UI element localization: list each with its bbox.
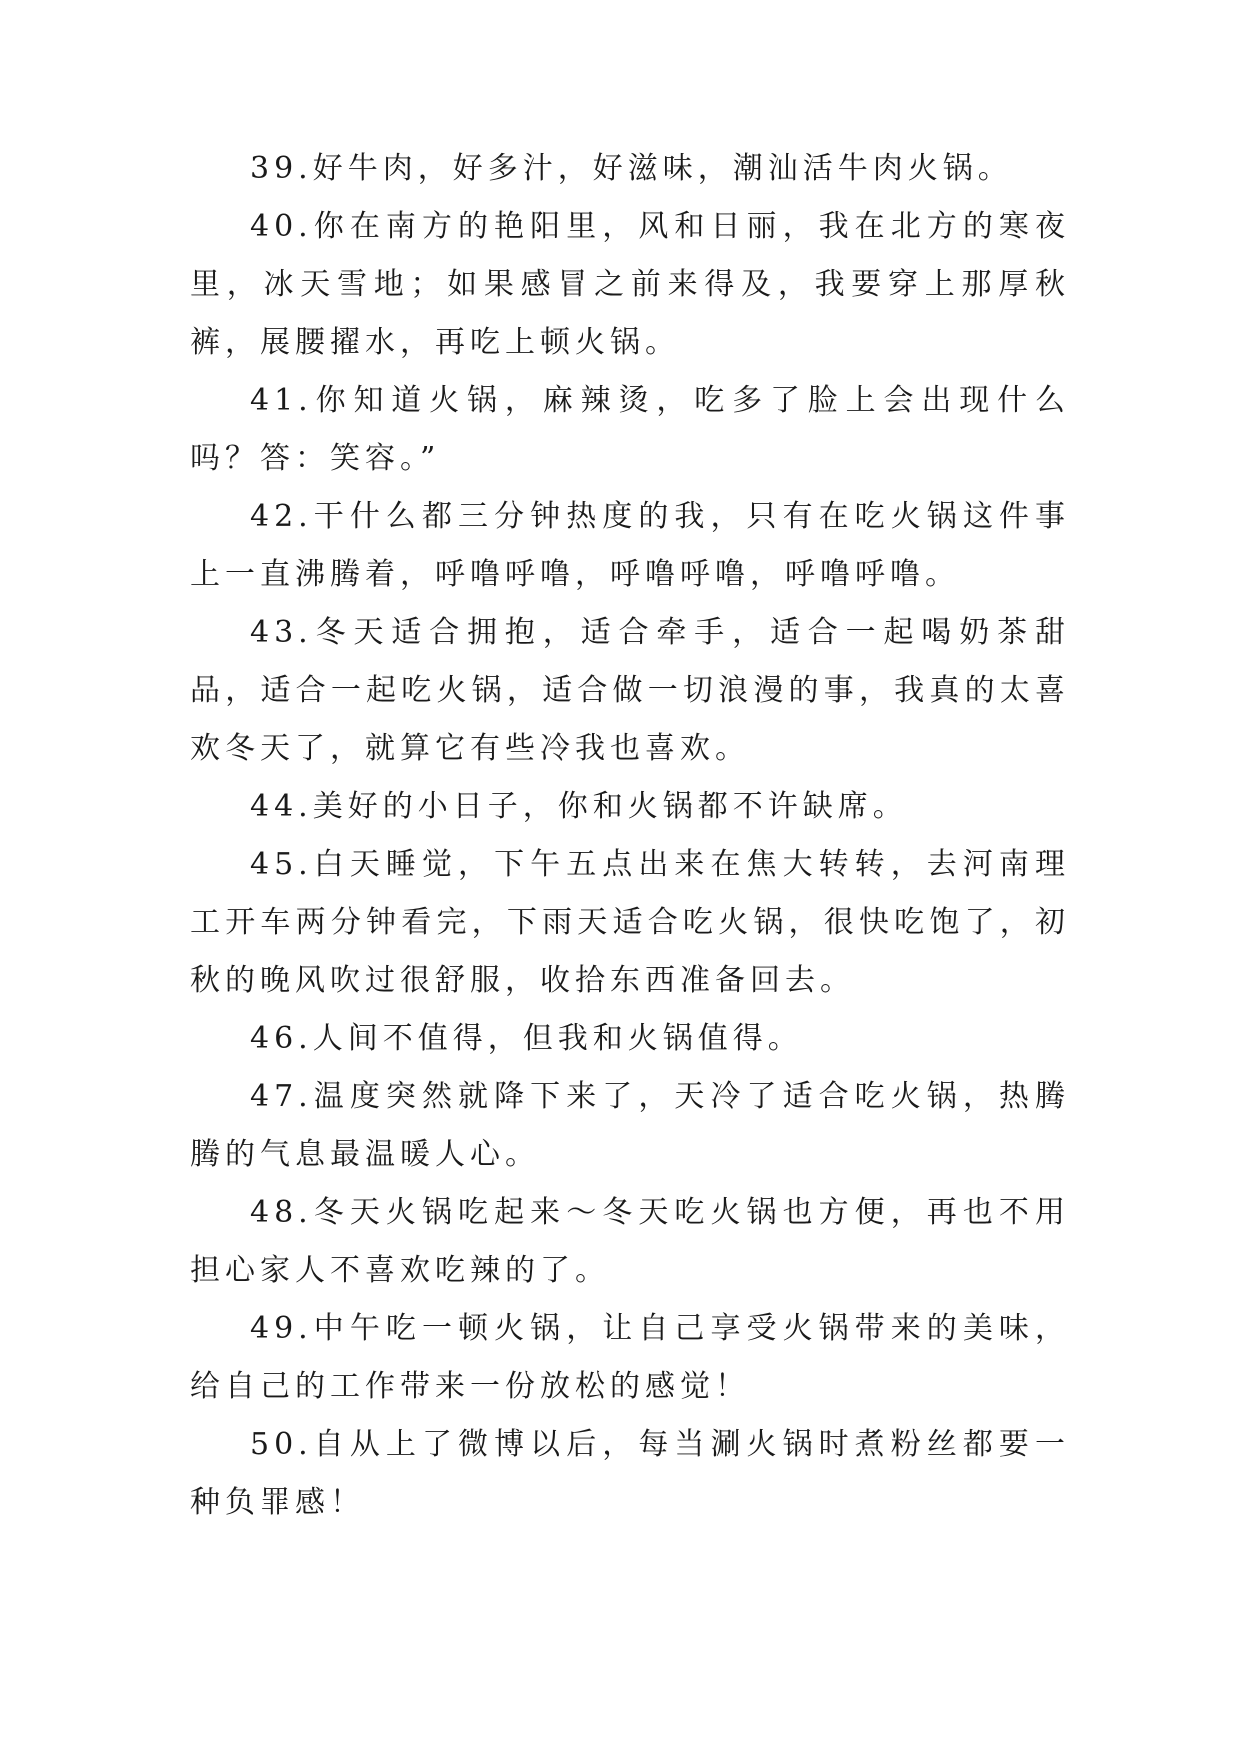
paragraph-42: 42.干什么都三分钟热度的我，只有在吃火锅这件事上一直沸腾着，呼噜呼噜，呼噜呼噜，呼噜呼噜。 bbox=[190, 499, 1070, 592]
paragraph-44: 44.美好的小日子，你和火锅都不许缺席。 bbox=[250, 789, 908, 824]
paragraph-43: 43.冬天适合拥抱，适合牵手，适合一起喝奶茶甜品，适合一起吃火锅，适合做一切浪漫的事，我真的太喜欢冬天了，就算它有些冷我也喜欢。 bbox=[190, 615, 1070, 766]
document-page bbox=[190, 140, 1070, 1532]
paragraph-46: 46.人间不值得，但我和火锅值得。 bbox=[250, 1021, 803, 1056]
paragraph-49: 49.中午吃一顿火锅，让自己享受火锅带来的美味，给自己的工作带来一份放松的感觉！ bbox=[190, 1311, 1070, 1404]
paragraph-39: 39.好牛肉，好多汁，好滋味，潮汕活牛肉火锅。 bbox=[250, 151, 1013, 186]
paragraph-48: 48.冬天火锅吃起来～冬天吃火锅也方便，再也不用担心家人不喜欢吃辣的了。 bbox=[190, 1195, 1070, 1288]
paragraph-41: 41.你知道火锅，麻辣烫，吃多了脸上会出现什么吗？答：笑容。” bbox=[190, 383, 1070, 476]
paragraph-50: 50.自从上了微博以后，每当涮火锅时煮粉丝都要一种负罪感！ bbox=[190, 1427, 1070, 1520]
paragraph-40: 40.你在南方的艳阳里，风和日丽，我在北方的寒夜里，冰天雪地；如果感冒之前来得及，我要穿上那厚秋裤，展腰擢水，再吃上顿火锅。 bbox=[190, 209, 1070, 360]
paragraph-47: 47.温度突然就降下来了，天冷了适合吃火锅，热腾腾的气息最温暖人心。 bbox=[190, 1079, 1070, 1172]
paragraph-45: 45.白天睡觉，下午五点出来在焦大转转，去河南理工开车两分钟看完，下雨天适合吃火锅，很快吃饱了，初秋的晚风吹过很舒服，收拾东西准备回去。 bbox=[190, 847, 1070, 998]
